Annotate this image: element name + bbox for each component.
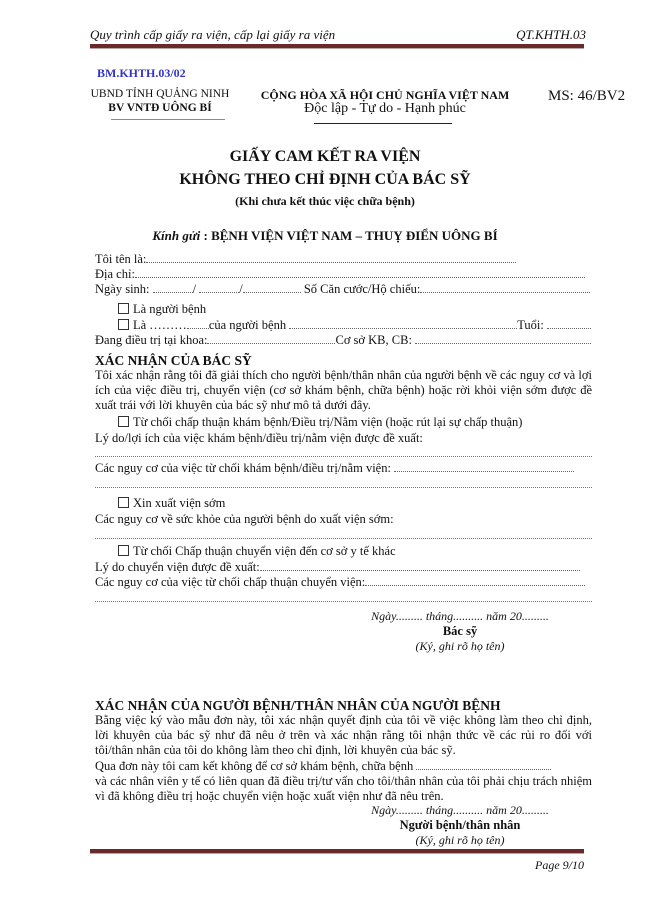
- option-relative-prefix: Là ………: [133, 318, 187, 332]
- dob-year-input[interactable]: [243, 282, 301, 293]
- option-early-discharge[interactable]: [118, 496, 418, 511]
- risks-refuse-transfer-input-2[interactable]: [95, 601, 592, 602]
- name-label: Tôi tên là:: [95, 252, 147, 266]
- facility-input[interactable]: [415, 333, 592, 344]
- patient-para-2-start: Qua đơn này tôi cam kết không để cơ sở khám bệnh, chữa bệnh: [95, 759, 417, 773]
- dob-month-input[interactable]: [199, 282, 239, 293]
- reason-benefit-label: Lý do/lợi ích của việc khám bệnh/điều trị/nằm viện được đề xuất:: [95, 431, 423, 445]
- risks-early-discharge-label: Các nguy cơ về sức khỏe của người bệnh do xuất viện sớm:: [95, 512, 394, 526]
- recipient-label: Kính gửi: [152, 228, 201, 243]
- name-field[interactable]: [95, 252, 535, 267]
- form-code: BM.KHTH.03/02: [97, 66, 186, 80]
- refuse-transfer-label: Từ chối Chấp thuận chuyển viện đến cơ sở y tế khác: [133, 544, 396, 558]
- risks-refuse-treatment-label: Các nguy cơ của việc từ chối khám bệnh/điều trị/nằm viện:: [95, 461, 395, 475]
- risks-refuse-transfer-input[interactable]: [365, 575, 585, 586]
- recipient-separator: :: [200, 228, 212, 243]
- name-input[interactable]: [146, 252, 516, 263]
- dob-sep-2: /: [239, 282, 243, 296]
- motto-underline: [314, 123, 452, 124]
- form-subtitle: (Khi chưa kết thúc việc chữa bệnh): [235, 194, 415, 208]
- option-refuse-treatment[interactable]: [118, 415, 592, 430]
- form-title-line2: KHÔNG THEO CHỈ ĐỊNH CỦA BÁC SỸ: [179, 171, 471, 188]
- doctor-signature-note: (Ký, ghi rõ họ tên): [415, 639, 505, 653]
- recipient-line: [0, 228, 650, 244]
- risks-refuse-transfer-row: [95, 575, 592, 590]
- age-label: Tuổi:: [517, 318, 547, 332]
- patient-signature-date: Ngày......... tháng.......... năm 20.........: [371, 803, 549, 817]
- procedure-code: QT.KHTH.03: [516, 27, 586, 42]
- doctor-signature-role: Bác sỹ: [442, 624, 478, 638]
- checkbox-icon[interactable]: [118, 416, 129, 427]
- doctor-intro: Tôi xác nhận rằng tôi đã giải thích cho người bệnh/thân nhân của người bệnh về các nguy cơ và lợi ích của việc điều trị, chuyển viện (cơ sở khám bệnh, chữa bệnh) hoặc rời khỏi viện sớm được đề xuất trái với lời khuyên của bác sỹ như mô tả dưới đây.: [95, 368, 592, 412]
- early-discharge-label: Xin xuất viện sớm: [133, 496, 226, 510]
- procedure-title: Quy trình cấp giấy ra viện, cấp lại giấy ra viện: [90, 27, 336, 42]
- patient-para-2-start-row: [95, 759, 592, 774]
- address-field[interactable]: [95, 267, 592, 282]
- dob-day-input[interactable]: [153, 282, 193, 293]
- option-patient[interactable]: [118, 302, 418, 317]
- patient-section-title: XÁC NHẬN CỦA NGƯỜI BỆNH/THÂN NHÂN CỦA NGƯỜI BỆNH: [95, 698, 501, 713]
- facility-name-input[interactable]: [416, 759, 551, 770]
- patient-para-1: Bằng việc ký vào mẫu đơn này, tôi xác nhận quyết định của tôi về việc không làm theo chỉ định, lời khuyên của bác sỹ như đã nêu ở trên và xác nhận rằng tôi nhận thức về các rủi ro đối với tôi/thân nhân của tôi do không làm theo chỉ định, lời khuyên của bác sỹ.: [95, 713, 592, 757]
- dob-label: Ngày sinh:: [95, 282, 153, 296]
- checkbox-icon[interactable]: [118, 545, 129, 556]
- dob-sep-1: /: [192, 282, 200, 296]
- risks-refuse-treatment-input[interactable]: [394, 461, 574, 472]
- refuse-treatment-label: Từ chối chấp thuận khám bệnh/Điều trị/Nằm viện (hoặc rút lại sự chấp thuận): [133, 415, 523, 429]
- facility-label: Cơ sở KB, CB:: [335, 333, 416, 347]
- department-label: Đang điều trị tại khoa:: [95, 333, 208, 347]
- recipient-value: BỆNH VIỆN VIỆT NAM – THUỴ ĐIỂN UÔNG BÍ: [211, 228, 498, 243]
- option-relative[interactable]: [118, 318, 592, 333]
- footer-rule: [90, 849, 584, 854]
- dob-id-row: [95, 282, 592, 297]
- department-input[interactable]: [207, 333, 335, 344]
- nation-name: CỘNG HÒA XÃ HỘI CHỦ NGHĨA VIỆT NAM: [260, 88, 510, 102]
- doctor-signature-block: [340, 609, 580, 654]
- checkbox-icon[interactable]: [118, 303, 129, 314]
- option-relative-mid: của người bệnh: [208, 318, 290, 332]
- transfer-reason-label: Lý do chuyển viện được đề xuất:: [95, 560, 260, 574]
- doctor-section-title: XÁC NHẬN CỦA BÁC SỸ: [95, 353, 252, 368]
- ms-code: MS: 46/BV2: [548, 88, 626, 104]
- checkbox-icon[interactable]: [118, 497, 129, 508]
- risks-refuse-transfer-label: Các nguy cơ của việc từ chối chấp thuận chuyển viện:: [95, 575, 366, 589]
- risks-refuse-treatment-input-2[interactable]: [95, 487, 592, 488]
- reason-benefit-input[interactable]: [95, 456, 592, 457]
- option-refuse-transfer[interactable]: [118, 544, 592, 559]
- page-number: Page 9/10: [535, 858, 584, 872]
- transfer-reason-row: [95, 560, 592, 575]
- patient-name-input[interactable]: [289, 318, 517, 329]
- org-hospital: BV VNTĐ UÔNG BÍ: [108, 102, 212, 114]
- patient-signature-block: [340, 803, 580, 848]
- department-row: [95, 333, 592, 348]
- transfer-reason-input[interactable]: [260, 560, 580, 571]
- doctor-signature-date: Ngày......... tháng.......... năm 20.........: [371, 609, 549, 623]
- patient-signature-role: Người bệnh/thân nhân: [399, 818, 521, 832]
- org-province: UBND TỈNH QUẢNG NINH: [90, 88, 230, 100]
- address-input[interactable]: [135, 267, 585, 278]
- nation-motto: Độc lập - Tự do - Hạnh phúc: [304, 101, 466, 116]
- risks-early-discharge-input[interactable]: [95, 538, 592, 539]
- form-title-line1: GIẤY CAM KẾT RA VIỆN: [229, 148, 421, 165]
- address-label: Địa chỉ:: [95, 267, 135, 281]
- org-underline: [111, 119, 225, 120]
- patient-para-2-rest: và các nhân viên y tế có liên quan đã điều trị/tư vấn cho tôi/thân nhân của tôi phải chịu trách nhiệm vì đã không điều trị hoặc chuyển viện hoặc xuất viện như đã nêu trên.: [95, 774, 592, 803]
- relation-input[interactable]: [187, 318, 209, 329]
- checkbox-icon[interactable]: [118, 319, 129, 330]
- id-card-label: Số Căn cước/Hộ chiếu:: [300, 282, 421, 296]
- id-card-input[interactable]: [420, 282, 590, 293]
- option-patient-label: Là người bệnh: [133, 302, 207, 316]
- patient-signature-note: (Ký, ghi rõ họ tên): [415, 833, 505, 847]
- risks-refuse-treatment-row: [95, 461, 592, 476]
- header-rule: [90, 44, 584, 49]
- age-input[interactable]: [547, 318, 592, 329]
